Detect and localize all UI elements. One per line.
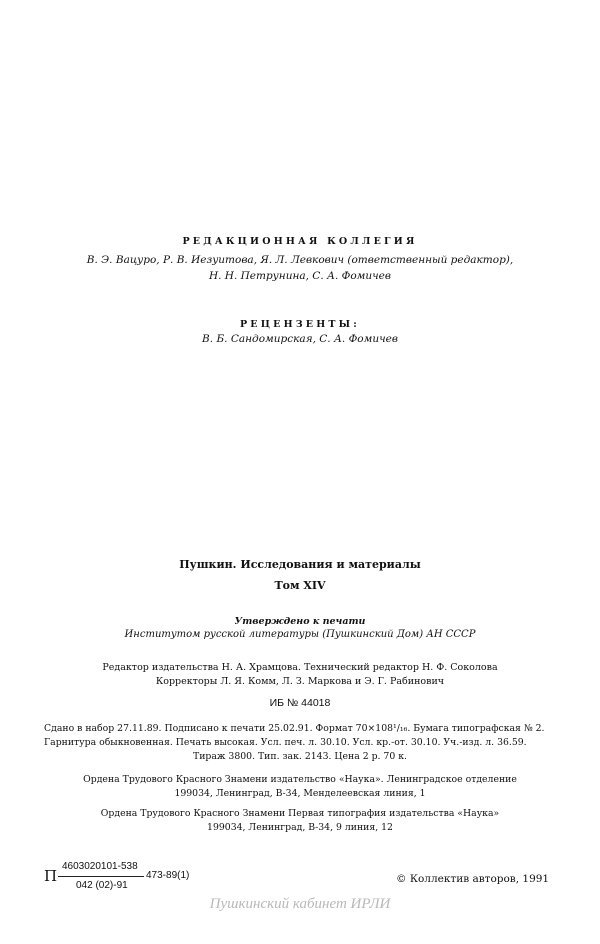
print-details-line-3: Тираж 3800. Тип. зак. 2143. Цена 2 р. 70 к.: [193, 751, 407, 762]
fraction-bar: [58, 876, 144, 877]
printer-line-2: 199034, Ленинград, В-34, 9 линия, 12: [207, 822, 393, 833]
publisher-line-1: Ордена Трудового Красного Знамени издательство «Наука». Ленинградское отделение: [83, 774, 517, 785]
editorial-board-line-2: Н. Н. Петрунина, С. А. Фомичев: [208, 270, 392, 282]
index-letter: П: [44, 867, 58, 885]
book-volume: Том XIV: [274, 579, 326, 592]
staff-line-1: Редактор издательства Н. А. Храмцова. Технический редактор Н. Ф. Соколова: [102, 662, 498, 673]
book-title: Пушкин. Исследования и материалы: [179, 558, 421, 571]
publisher-line-2: 199034, Ленинград, В-34, Менделеевская линия, 1: [174, 788, 426, 799]
ib-number: ИБ № 44018: [269, 697, 331, 709]
index-denominator: 042 (02)-91: [76, 880, 128, 891]
editorial-board-heading: РЕДАКЦИОННАЯ КОЛЛЕГИЯ: [182, 236, 418, 247]
index-numerator: 4603020101-538: [62, 861, 138, 872]
copyright-notice: © Коллектив авторов, 1991: [396, 873, 550, 885]
editorial-board-line-1: В. Э. Вацуро, Р. В. Иезуитова, Я. Л. Левкович (ответственный редактор),: [86, 254, 514, 266]
watermark: Пушкинский кабинет ИРЛИ: [209, 896, 391, 912]
approval-line-1: Утверждено к печати: [234, 616, 366, 627]
reviewers-names: В. Б. Сандомирская, С. А. Фомичев: [202, 333, 398, 345]
approval-line-2: Институтом русской литературы (Пушкинский Дом) АН СССР: [124, 629, 476, 640]
index-suffix: 473-89(1): [146, 870, 190, 881]
print-details-line-2: Гарнитура обыкновенная. Печать высокая. Усл. печ. л. 30.10. Усл. кр.-от. 30.10. Уч.-изд. л. 36.59.: [44, 737, 527, 748]
print-details-line-1: Сдано в набор 27.11.89. Подписано к печати 25.02.91. Формат 70×108¹/₁₆. Бумага типографская № 2.: [44, 723, 545, 734]
printer-line-1: Ордена Трудового Красного Знамени Первая типография издательства «Наука»: [100, 808, 500, 819]
staff-line-2: Корректоры Л. Я. Комм, Л. З. Маркова и Э. Г. Рабинович: [155, 676, 445, 687]
reviewers-heading: РЕЦЕНЗЕНТЫ:: [239, 319, 361, 330]
